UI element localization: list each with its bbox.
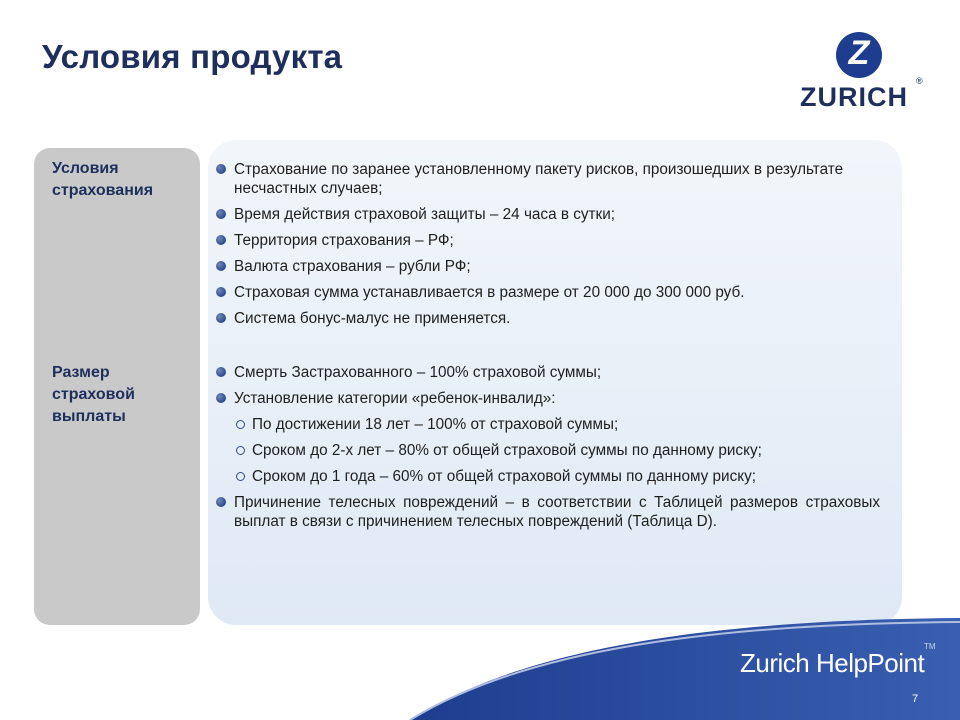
sub-list-item [216, 467, 880, 486]
footer-brand: Zurich HelpPoint [740, 648, 925, 678]
list-item-text: Сроком до 1 года – 60% от общей страховой суммы по данному риску; [252, 468, 757, 485]
bullet-icon [216, 261, 226, 271]
list-item [216, 160, 880, 198]
zurich-logo [798, 32, 928, 112]
list-item-text: Страховая сумма устанавливается в размере от 20 000 до 300 000 руб. [234, 284, 745, 301]
bullet-icon [216, 209, 226, 219]
logo-letter: Z [848, 34, 870, 72]
list-item-text: Валюта страхования – рубли РФ; [234, 258, 471, 275]
slide-title: Условия продукта [42, 38, 343, 75]
page-number: 7 [912, 693, 919, 705]
list-item-text: Система бонус-малус не применяется. [234, 310, 511, 327]
sub-list-item [216, 441, 880, 460]
payout-list [216, 363, 880, 538]
logo-registered-mark: ® [916, 76, 923, 86]
list-item-text: Территория страхования – РФ; [234, 232, 454, 249]
bullet-icon [216, 313, 226, 323]
bullet-icon [216, 393, 226, 403]
sub-list-item [216, 415, 880, 434]
circle-outline-bullet-icon [236, 446, 245, 455]
circle-outline-bullet-icon [236, 472, 245, 481]
section-heading-conditions: Условия страхования [52, 160, 154, 199]
circle-outline-bullet-icon [236, 420, 245, 429]
list-item-text: Причинение телесных повреждений – в соответствии с Таблицей размеров страховых выплат в связи с причинением телесных повреждений (Таблица D). [234, 494, 880, 530]
bullet-icon [216, 235, 226, 245]
conditions-list [216, 160, 880, 335]
list-item [216, 309, 880, 328]
list-item-text: Страхование по заранее установленному пакету рисков, произошедших в результате несчастных случаев; [234, 161, 844, 197]
list-item-text: По достижении 18 лет – 100% от страховой суммы; [252, 416, 619, 433]
bullet-icon [216, 367, 226, 377]
list-item-text: Установление категории «ребенок-инвалид»: [234, 390, 556, 407]
bullet-icon [216, 287, 226, 297]
list-item [216, 231, 880, 250]
bullet-icon [216, 497, 226, 507]
list-item-text: Смерть Застрахованного – 100% страховой суммы; [234, 364, 602, 381]
list-item [216, 257, 880, 276]
section-heading-payout: Размер страховой выплаты [52, 364, 135, 425]
footer-trademark: TM [924, 642, 936, 651]
list-item-text: Время действия страховой защиты – 24 часа в сутки; [234, 206, 615, 223]
list-item [216, 493, 880, 531]
list-item [216, 205, 880, 224]
list-item [216, 363, 880, 382]
list-item [216, 283, 880, 302]
list-item [216, 389, 880, 408]
bullet-icon [216, 164, 226, 174]
list-item-text: Сроком до 2-х лет – 80% от общей страховой суммы по данному риску; [252, 442, 762, 459]
logo-wordmark: ZURICH [800, 82, 908, 112]
